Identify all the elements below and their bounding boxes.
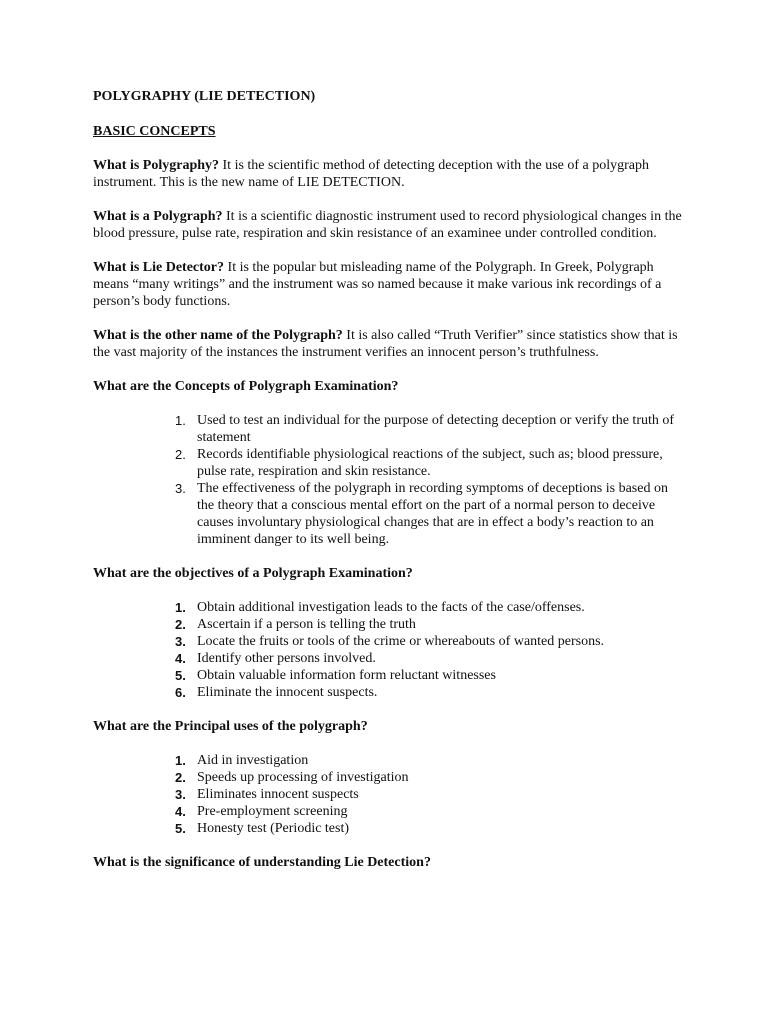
list-item-text: Eliminate the innocent suspects.	[197, 685, 378, 700]
concepts-list	[93, 412, 685, 548]
list-item-text: Records identifiable physiological reactions of the subject, such as; blood pressure, pulse rate, respiration and skin resistance.	[197, 447, 663, 479]
answer-text: It is also called “Truth Verifier” since statistics show that is the vast majority of the instances the instrument verifies an innocent person’s truthfulness.	[93, 328, 678, 360]
list-number: 6.	[175, 685, 186, 700]
list-item	[175, 803, 685, 820]
list-number: 1.	[175, 753, 186, 768]
list-item	[175, 633, 685, 650]
answer-text: It is the popular but misleading name of the Polygraph. In Greek, Polygraph means “many writings” and the instrument was so named because it make various ink recordings of a person’s body functions.	[93, 260, 662, 309]
list-number: 4.	[175, 651, 186, 666]
list-number: 5.	[175, 668, 186, 683]
section-heading-basic-concepts: BASIC CONCEPTS	[93, 124, 216, 139]
list-number: 4.	[175, 804, 186, 819]
list-item-text: Aid in investigation	[197, 753, 309, 768]
qa-lie-detector	[93, 259, 685, 310]
list-item-text: Speeds up processing of investigation	[197, 770, 409, 785]
list-number: 3.	[175, 634, 186, 649]
list-item-text: Identify other persons involved.	[197, 651, 376, 666]
list-item	[175, 752, 685, 769]
qa-polygraphy	[93, 157, 685, 191]
list-item-text: Obtain valuable information form reluctant witnesses	[197, 668, 496, 683]
list-item	[175, 616, 685, 633]
question-label: What is Lie Detector?	[93, 260, 225, 275]
list-number: 1.	[175, 413, 186, 428]
question-label: What is Polygraphy?	[93, 158, 220, 173]
concepts-heading: What are the Concepts of Polygraph Examination?	[93, 379, 399, 394]
list-number: 3.	[175, 481, 186, 496]
list-item-text: Used to test an individual for the purpose of detecting deception or verify the truth of statement	[197, 413, 675, 445]
list-item-text: The effectiveness of the polygraph in recording symptoms of deceptions is based on the theory that a conscious mental effort on the part of a normal person to deceive causes involuntary physiological changes that are in effect a body’s reaction to an imminent danger to its well being.	[197, 481, 668, 547]
list-item-text: Locate the fruits or tools of the crime or whereabouts of wanted persons.	[197, 634, 605, 649]
list-number: 5.	[175, 821, 186, 836]
list-item-text: Honesty test (Periodic test)	[197, 821, 350, 836]
list-item-text: Ascertain if a person is telling the truth	[197, 617, 416, 632]
document-page	[93, 88, 685, 888]
list-item-text: Eliminates innocent suspects	[197, 787, 359, 802]
list-item-text: Obtain additional investigation leads to the facts of the case/offenses.	[197, 600, 585, 615]
list-item	[175, 684, 685, 701]
list-number: 1.	[175, 600, 186, 615]
uses-list	[93, 752, 685, 837]
list-item	[175, 446, 685, 480]
answer-text: It is a scientific diagnostic instrument used to record physiological changes in the blood pressure, pulse rate, respiration and skin resistance of an examinee under controlled condition.	[93, 209, 682, 241]
question-label: What is the other name of the Polygraph?	[93, 328, 343, 343]
list-item-text: Pre-employment screening	[197, 804, 348, 819]
answer-text: It is the scientific method of detecting deception with the use of a polygraph instrument. This is the new name of LIE DETECTION.	[93, 158, 650, 190]
objectives-heading: What are the objectives of a Polygraph Examination?	[93, 566, 413, 581]
uses-heading: What are the Principal uses of the polygraph?	[93, 719, 368, 734]
list-item	[175, 667, 685, 684]
list-item	[175, 820, 685, 837]
list-number: 2.	[175, 617, 186, 632]
document-title: POLYGRAPHY (LIE DETECTION)	[93, 89, 316, 104]
list-item	[175, 599, 685, 616]
question-label: What is a Polygraph?	[93, 209, 223, 224]
significance-heading: What is the significance of understanding Lie Detection?	[93, 855, 431, 870]
qa-polygraph	[93, 208, 685, 242]
list-item	[175, 480, 685, 548]
list-number: 2.	[175, 770, 186, 785]
list-number: 3.	[175, 787, 186, 802]
list-item	[175, 769, 685, 786]
list-item	[175, 650, 685, 667]
list-number: 2.	[175, 447, 186, 462]
list-item	[175, 786, 685, 803]
qa-other-name	[93, 327, 685, 361]
list-item	[175, 412, 685, 446]
objectives-list	[93, 599, 685, 701]
